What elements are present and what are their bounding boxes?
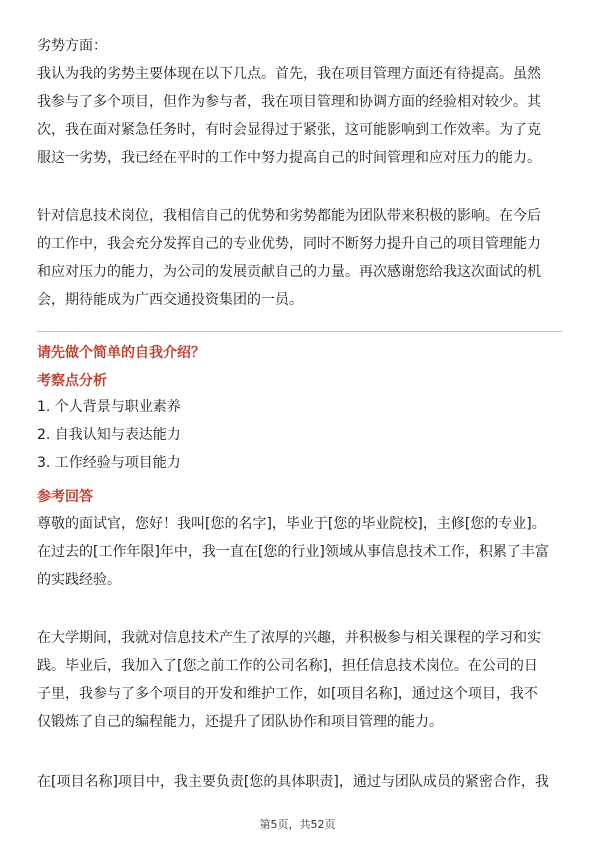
answer-line: 的实践经验。 [37, 572, 121, 588]
answer-heading: 参考回答 [37, 489, 93, 505]
weakness-line: 服这一劣势，我已经在平时的工作中努力提高自己的时间管理和应对压力的能力。 [37, 150, 541, 166]
weakness-heading: 劣势方面： [37, 38, 107, 54]
closing-line: 会，期待能成为广西交通投资集团的一员。 [37, 292, 303, 308]
weakness-line: 我参与了多个项目，但作为参与者，我在项目管理和协调方面的经验相对较少。其 [37, 94, 541, 110]
answer-line: 子里，我参与了多个项目的开发和维护工作，如[项目名称]，通过这个项目，我不 [37, 686, 538, 702]
weakness-line: 次，我在面对紧急任务时，有时会显得过于紧张，这可能影响到工作效率。为了克 [37, 122, 541, 138]
closing-line: 和应对压力的能力，为公司的发展贡献自己的力量。再次感谢您给我这次面试的机 [37, 264, 541, 280]
answer-line: 在[项目名称]项目中，我主要负责[您的具体职责]，通过与团队成员的紧密合作，我 [37, 774, 549, 790]
answer-line: 在过去的[工作年限]年中，我一直在[您的行业]领域从事信息技术工作，积累了丰富 [37, 544, 549, 560]
weakness-line: 我认为我的劣势主要体现在以下几点。首先，我在项目管理方面还有待提高。虽然 [37, 66, 541, 82]
answer-line: 尊敬的面试官，您好！我叫[您的名字]，毕业于[您的毕业院校]，主修[您的专业]。 [37, 516, 546, 532]
answer-line: 仅锻炼了自己的编程能力，还提升了团队协作和项目管理的能力。 [37, 714, 443, 730]
section-divider [37, 331, 562, 332]
analysis-item: 1. 个人背景与职业素养 [37, 399, 181, 415]
analysis-heading: 考察点分析 [37, 373, 107, 389]
answer-line: 践。毕业后，我加入了[您之前工作的公司名称]，担任信息技术岗位。在公司的日 [37, 658, 538, 674]
answer-line: 在大学期间，我就对信息技术产生了浓厚的兴趣，并积极参与相关课程的学习和实 [37, 630, 541, 646]
analysis-item: 2. 自我认知与表达能力 [37, 427, 181, 443]
page-number: 第5页，共52页 [259, 818, 336, 831]
analysis-item: 3. 工作经验与项目能力 [37, 455, 181, 471]
question-title: 请先做个简单的自我介绍？ [37, 345, 205, 361]
closing-line: 的工作中，我会充分发挥自己的专业优势，同时不断努力提升自己的项目管理能力 [37, 236, 541, 252]
closing-line: 针对信息技术岗位，我相信自己的优势和劣势都能为团队带来积极的影响。在今后 [37, 208, 541, 224]
